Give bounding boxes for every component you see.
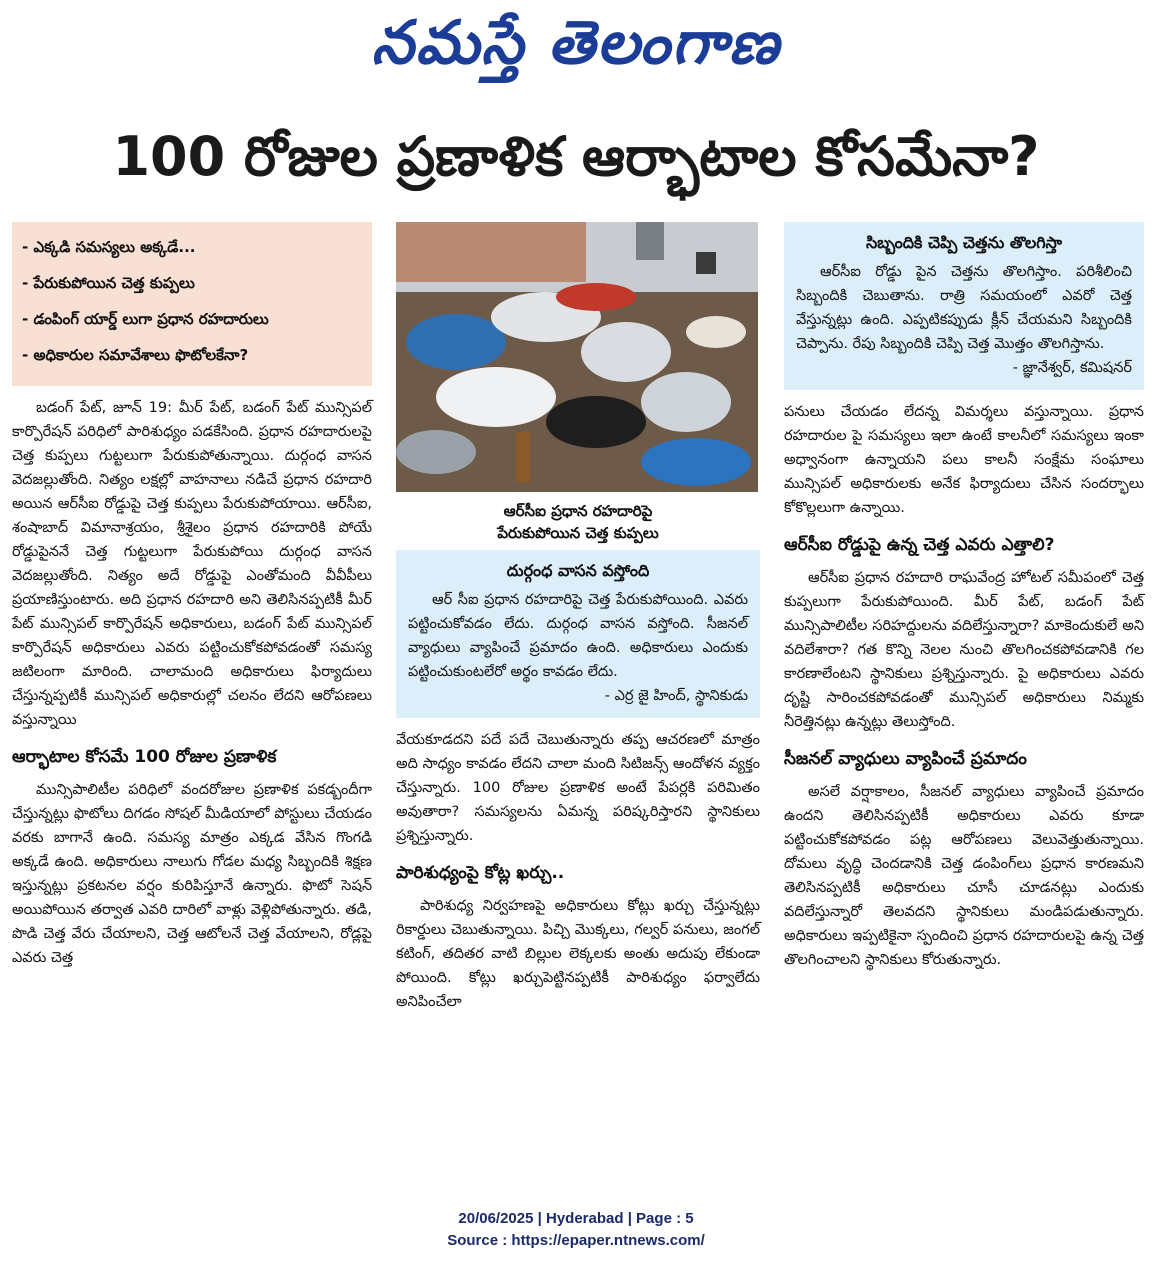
- column-right: [784, 222, 1144, 972]
- quote-box-commissioner: [784, 222, 1144, 390]
- footer-source-line: Source : https://epaper.ntnews.com/: [447, 1232, 705, 1249]
- quote-box-signature: - జ్ఞానేశ్వర్, కమిషనర్: [1012, 360, 1132, 376]
- quote-box-title: సిబ్బందికి చెప్పి చెత్తను తొలగిస్తా: [865, 233, 1063, 252]
- rci-road-paragraph: ఆర్‌సీఐ ప్రధాన రహదారి రాఘవేంద్ర హోటల్ సమీపంలో చెత్త కుప్పలుగా పేరుకుపోయింది. మీర్ పేట్, బడంగ్ పేట్ మున్సిపాలిటీల సరిహద్దులను వదిలేస్తున్నారా? మాకెందుకులే అని వదిలేశారా? గత కొన్ని నెలల నుంచి తొలగించకపోవడానికి గల కారణాలేంటని స్థానికులు ప్రశ్నిస్తున్నారు. పై అధికారులు ఎవరు దృష్టి సారించకపోవడంతో మున్సిపల్ అధికారులు నిమ్మకు నీరెత్తినట్లు ఉన్నట్లు తెలుస్తోంది.: [784, 570, 1144, 730]
- arbhatalu-paragraph: మున్సిపాలిటీల పరిధిలో వందరోజుల ప్రణాళిక పకడ్బందీగా చేస్తున్నట్లు ఫొటోలు దిగడం సోషల్ మీడియాలో పోస్టులు చేయడం వరకు బాగానే ఉంది. సమస్య మాత్రం ఎక్కడ వేసిన గొంగడి అక్కడే ఉంది. అధికారులు నాలుగు గోడల మధ్య సిబ్బందికి శిక్షణ ఇస్తున్నట్లు ప్రకటనల వర్షం కురిపిస్తూనే ఉన్నారు. ఫొటో సెషన్ అయిపోయిన తర్వాత ఎవరి దారిలో వాళ్లు వెళ్లిపోతున్నారు. తడి, పొడి చెత్త వేరు చేయాలని, చెత్త ఆటోలనే చెత్త వేయాలని, రోడ్లపై ఎవరు చెత్త: [12, 782, 372, 966]
- footer-date-line: 20/06/2025 | Hyderabad | Page : 5: [458, 1210, 694, 1227]
- caption-line: పేరుకుపోయిన చెత్త కుప్పలు: [497, 524, 659, 542]
- seasonal-diseases-paragraph: అసలే వర్షాకాలం, సీజనల్ వ్యాధులు వ్యాపించే ప్రమాదం ఉందని తెలిసినప్పటికీ అధికారులు ఎవరు కూడా పట్టించుకోకపోవడం పట్ల ఆరోపణలు వెలువెత్తుతున్నాయి. దోమలు వృద్ధి చెందడానికి చెత్త డంపింగ్‌లు ప్రధాన కారణమని తెలిసినప్పటికీ అధికారులు చూసీ చూడనట్లు ఎందుకు వదిలేస్తున్నారో తెలవదని స్థానికులు మండిపడుతున్నారు. అధికారులు ఇప్పటికైనా స్పందించి ప్రధాన రహదారులపై ఉన్న చెత్త తొలగించాలని స్థానికులు కోరుతున్నారు.: [784, 784, 1144, 968]
- masthead-title: నమస్తే తెలంగాణ: [371, 8, 781, 78]
- column-left: [12, 222, 372, 970]
- masthead-logo: [0, 0, 1152, 100]
- expenditure-paragraph: పారిశుధ్య నిర్వహణపై అధికారులు కోట్లు ఖర్చు చేస్తున్నట్లు రికార్డులు చెబుతున్నాయి. పిచ్చి మొక్కలు, గల్వర్ పనులు, జంగల్ కటింగ్, తదితర వాటి బిల్లుల లెక్కలకు అంతు అదుపు లేకుండా పోయింది. కోట్లు ఖర్చుపెట్టినప్పటికీ పారిశుధ్యం ఫర్వాలేదు అనిపించేలా: [396, 898, 760, 1010]
- subheading-rci-road: ఆర్‌సీఐ రోడ్డుపై ఉన్న చెత్త ఎవరు ఎత్తాలి?: [784, 535, 1055, 555]
- subheading-arbhatalu: ఆర్భాటాల కోసమే 100 రోజుల ప్రణాళిక: [12, 747, 277, 767]
- quote-box-local: [396, 550, 760, 718]
- quote-box-signature: - ఎర్ర జై హింద్, స్థానికుడు: [604, 688, 748, 704]
- intro-paragraph: బడంగ్ పేట్, జూన్ 19: మీర్ పేట్, బడంగ్ పేట్ మున్సిపల్ కార్పొరేషన్ పరిధిలో పారిశుధ్యం పడకేసింది. ప్రధాన రహదారులపై చెత్త కుప్పలు గుట్టలుగా పేరుకుపోతున్నాయి. దుర్గంధ వాసన వెదజల్లుతోంది. నిత్యం లక్షల్లో వాహనాలు నడిచే ప్రధాన రహదారి అయిన ఆర్‌సీఐ రోడ్డుపై చెత్త కుప్పలు పేరుకుపోయాయి. ఆర్‌సీఐ, శంషాబాద్ విమానాశ్రయం, శ్రీశైలం ప్రధాన రహదారికి పోయే రోడ్డుపైననే చెత్త గుట్టలుగా పేరుకుపోయి దుర్గంధ వాసన వెదజల్లుతోంది. నిత్యం అదే రోడ్డుపై ఎంతోమంది వీవీపీలు ప్రయాణిస్తుంటారు. అది ప్రధాన రహదారి అని తెలిసినప్పటికీ మీర్ పేట్ మున్సిపల్ కార్పొరేషన్ అధికారులు, బడంగ్ పేట్ మున్సిపల్ కార్పొరేషన్ అధికారులు ఎవరు పట్టించుకోకపోవడంతో సమస్య జటిలంగా మారింది. చాలామంది అధికారులు ఫిర్యాదులు చేస్తున్నప్పటికీ మున్సిపల్ అధికారుల్లో చలనం లేదని ఆరోపణలు వస్తున్నాయి: [12, 400, 372, 728]
- middle-continuation-paragraph: వేయకూడదని పదే పదే చెబుతున్నారు తప్ప ఆచరణలో మాత్రం అది సాధ్యం కావడం లేదని చాలా మంది సిటిజన్స్ ఆందోళన వ్యక్తం చేస్తున్నారు. 100 రోజుల ప్రణాళిక అంటే పేపర్లకి పరిమితం అవుతారా? సమస్యలను ఏమన్న పరిష్కరిస్తారని స్థానికులు ప్రశ్నిస్తున్నారు.: [396, 732, 760, 844]
- highlight-point: - పేరుకుపోయిన చెత్త కుప్పలు: [22, 274, 195, 292]
- quote-box-title: దుర్గంధ వాసన వస్తోంది: [506, 561, 650, 580]
- right-continuation-paragraph: పనులు చేయడం లేదన్న విమర్శలు వస్తున్నాయి. ప్రధాన రహదారుల పై సమస్యలు ఇలా ఉంటే కాలనీలో సమస్యలు ఇంకా అధ్వానంగా ఉన్నాయని పలు కాలనీ సంక్షేమ సంఘాలు మున్సిపల్ అధికారులకు అనేక ఫిర్యాదులు చేసిన సందర్భాలు కోకొల్లలుగా ఉన్నాయి.: [784, 404, 1144, 516]
- highlight-point: - ఎక్కడి సమస్యలు అక్కడే...: [22, 238, 196, 256]
- headline: 100 రోజుల ప్రణాళిక ఆర్భాటాల కోసమేనా?: [112, 124, 1040, 188]
- footer: [0, 1208, 1152, 1252]
- highlight-point: - అధికారుల సమావేశాలు ఫొటోలకేనా?: [22, 346, 249, 364]
- column-middle: [396, 222, 760, 1014]
- garbage-photo: [396, 222, 758, 492]
- garbage-photo-illustration: [396, 222, 758, 492]
- highlight-point: - డంపింగ్ యార్డ్ లుగా ప్రధాన రహదారులు: [22, 310, 269, 328]
- subheading-seasonal-diseases: సీజనల్ వ్యాధులు వ్యాపించే ప్రమాదం: [784, 749, 1027, 769]
- photo-caption: [396, 492, 760, 550]
- quote-box-body: ఆర్ సీఐ ప్రధాన రహదారిపై చెత్త పేరుకుపోయింది. ఎవరు పట్టించుకోవడం లేదు. దుర్గంధ వాసన వస్తోంది. సీజనల్ వ్యాధులు వ్యాపించే ప్రమాదం ఉంది. అధికారులు ఎందుకు పట్టించుకుంటలేరో అర్థం కావడం లేదు.: [408, 592, 748, 680]
- caption-line: ఆర్‌సీఐ ప్రధాన రహదారిపై: [503, 502, 653, 520]
- quote-box-body: ఆర్‌సీఐ రోడ్డు పైన చెత్తను తొలగిస్తాం. పరిశీలించి సిబ్బందికి చెబుతాను. రాత్రి సమయంలో ఎవరో చెత్త వేస్తున్నట్లు ఉంది. ఎప్పటికప్పుడు క్లీన్ చేయమని సిబ్బందికి చెప్పాను. రేపు సిబ్బందికి చెప్పి చెత్త మొత్తం తొలగిస్తాను.: [796, 264, 1132, 352]
- highlights-box: [12, 222, 372, 386]
- subheading-expenditure: పారిశుధ్యంపై కోట్ల ఖర్చు..: [396, 863, 565, 883]
